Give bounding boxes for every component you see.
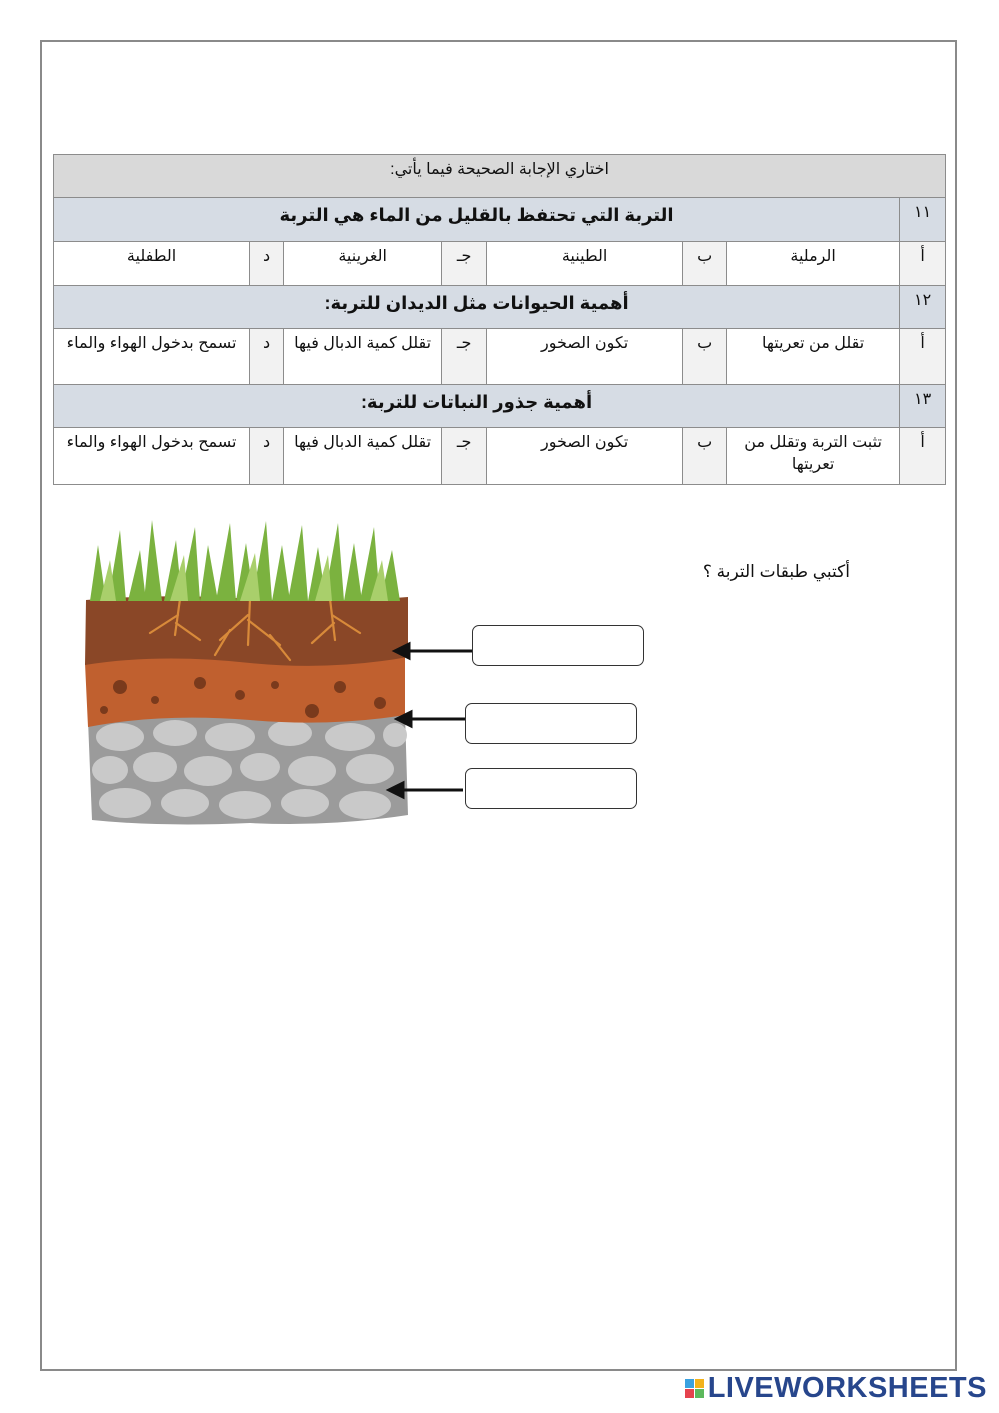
option-label: د [250,428,284,485]
soil-layers-prompt: أكتبي طبقات التربة ؟ [702,562,850,581]
quiz-table [53,154,946,485]
option-label: ب [683,242,727,286]
option-choice[interactable]: تثبت التربة وتقلل من تعريتها [727,428,900,485]
option-choice[interactable]: تقلل كمية الدبال فيها [284,329,442,385]
answer-box-subsoil[interactable] [465,703,637,744]
option-label: د [250,329,284,385]
option-label: أ [900,242,946,286]
option-label: أ [900,428,946,485]
option-label: د [250,242,284,286]
question-number: ١١ [900,198,946,242]
question-number: ١٢ [900,286,946,329]
option-label: جـ [442,329,487,385]
liveworksheets-logo[interactable] [685,1372,987,1405]
option-choice[interactable]: تقلل كمية الدبال فيها [284,428,442,485]
soil-layers-illustration [80,515,420,835]
rock-stones [92,720,407,819]
option-label: أ [900,329,946,385]
answer-box-topsoil[interactable] [472,625,644,666]
instruction: اختاري الإجابة الصحيحة فيما يأتي: [54,155,946,198]
question-text: أهمية جذور النباتات للتربة: [54,385,900,428]
question-number: ١٣ [900,385,946,428]
answer-box-bedrock[interactable] [465,768,637,809]
question-text: أهمية الحيوانات مثل الديدان للتربة: [54,286,900,329]
option-label: ب [683,428,727,485]
option-choice[interactable]: تسمح بدخول الهواء والماء [54,329,250,385]
brand-text: LIVEWORKSHEETS [707,1372,987,1404]
option-choice[interactable]: الرملية [727,242,900,286]
option-choice[interactable]: تكون الصخور [487,428,683,485]
option-choice[interactable]: الغرينية [284,242,442,286]
option-label: جـ [442,242,487,286]
option-label: جـ [442,428,487,485]
subsoil-layer [85,655,405,727]
option-choice[interactable]: تقلل من تعريتها [727,329,900,385]
brand-logo-icon [685,1379,704,1398]
topsoil-layer [85,596,408,666]
option-label: ب [683,329,727,385]
option-choice[interactable]: الطفلية [54,242,250,286]
option-choice[interactable]: تكون الصخور [487,329,683,385]
question-text: التربة التي تحتفظ بالقليل من الماء هي التربة [54,198,900,242]
option-choice[interactable]: الطينية [487,242,683,286]
option-choice[interactable]: تسمح بدخول الهواء والماء [54,428,250,485]
